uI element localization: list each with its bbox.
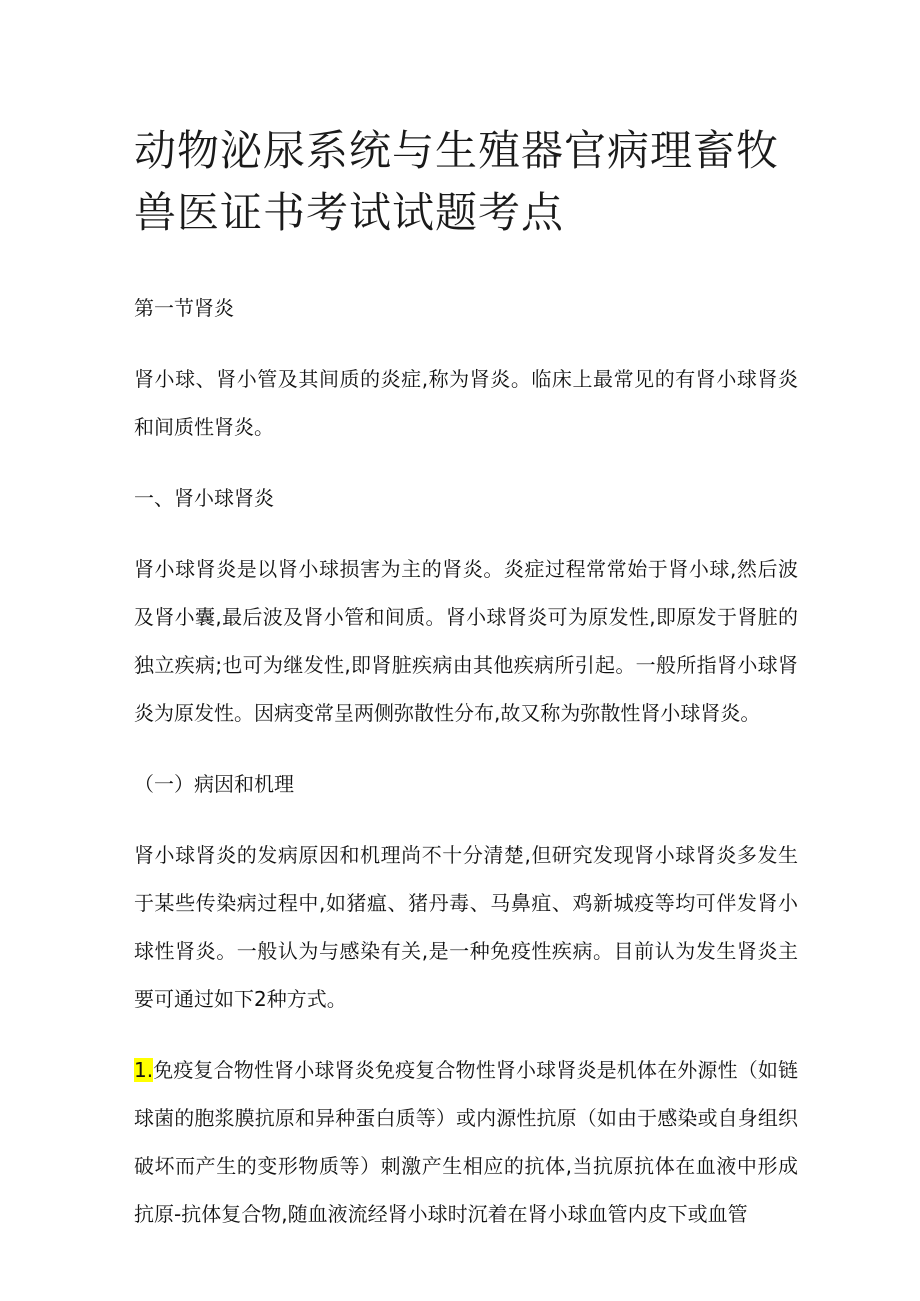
list-item-1: [134, 1046, 798, 1238]
intro-paragraph: 肾小球、肾小管及其间质的炎症,称为肾炎。临床上最常见的有肾小球肾炎和间质性肾炎。: [134, 367, 798, 439]
section-heading: 第一节肾炎: [134, 296, 234, 320]
document-title: 动物泌尿系统与生殖器官病理畜牧兽医证书考试试题考点: [134, 126, 780, 237]
list-item-number-highlight: 1.: [134, 1058, 154, 1082]
list-item-1-text: 免疫复合物性肾小球肾炎免疫复合物性肾小球肾炎是机体在外源性（如链球菌的胞浆膜抗原和异种蛋白质等）或内源性抗原（如由于感染或自身组织破坏而产生的变形物质等）刺激产生相应的抗体,当抗原抗体在血液中形成抗原-抗体复合物,随血液流经肾小球时沉着在肾小球血管内皮下或血管: [134, 1058, 798, 1226]
glomerulonephritis-paragraph: 肾小球肾炎是以肾小球损害为主的肾炎。炎症过程常常始于肾小球,然后波及肾小囊,最后波及肾小管和间质。肾小球肾炎可为原发性,即原发于肾脏的独立疾病;也可为继发性,即肾脏疾病由其他疾病所引起。一般所指肾小球肾炎为原发性。因病变常呈两侧弥散性分布,故又称为弥散性肾小球肾炎。: [134, 557, 798, 725]
subheading-cause: （一）病因和机理: [134, 772, 294, 796]
cause-paragraph: 肾小球肾炎的发病原因和机理尚不十分清楚,但研究发现肾小球肾炎多发生于某些传染病过程中,如猪瘟、猪丹毒、马鼻疽、鸡新城疫等均可伴发肾小球性肾炎。一般认为与感染有关,是一种免疫性疾病。目前认为发生肾炎主要可通过如下2种方式。: [134, 843, 798, 1011]
subheading-glomerulonephritis: 一、肾小球肾炎: [134, 486, 274, 510]
